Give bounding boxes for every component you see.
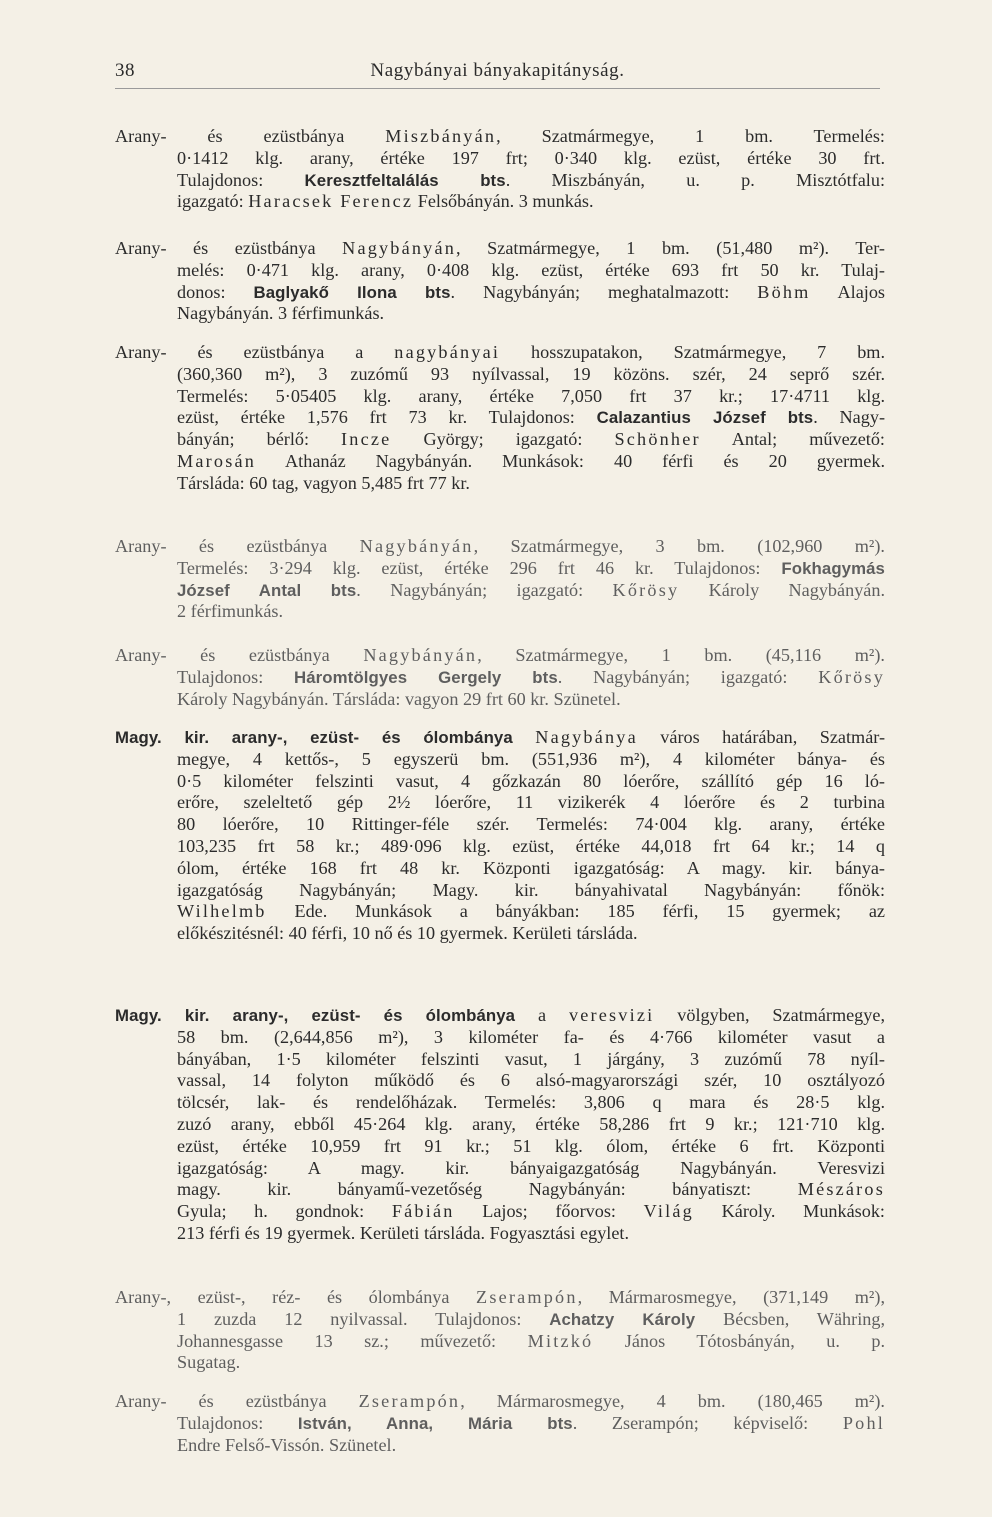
spaced-text: Pohl xyxy=(842,1412,885,1433)
text-segment: 80 lóerőre, 10 Rittinger-féle szér. Termelés: 74·004 klg. arany, értéke xyxy=(177,814,885,835)
text-segment: melés: 0·471 klg. arany, 0·408 klg. ezüst, értéke 693 frt 50 kr. Tulaj- xyxy=(177,259,885,280)
entry-3 xyxy=(115,342,885,495)
text-segment: Tulajdonos: xyxy=(177,666,295,687)
text-segment: Arany- és ezüstbánya xyxy=(115,536,360,556)
bold-name: Baglyakő Ilona bts xyxy=(253,282,451,302)
text-line xyxy=(115,238,885,260)
entry-6 xyxy=(115,727,885,945)
spaced-text: Kőrösy xyxy=(818,666,885,687)
text-line xyxy=(115,1049,885,1071)
text-line xyxy=(115,451,885,473)
text-segment: 213 férfi és 19 gyermek. Kerületi társláda. Fogyasztási egylet. xyxy=(177,1222,630,1243)
text-line xyxy=(115,191,885,213)
text-segment: . Nagybányán; meghatalmazott: xyxy=(450,281,758,302)
bold-name: Keresztfeltalálás bts xyxy=(304,170,506,190)
text-line xyxy=(115,1223,885,1245)
text-line xyxy=(115,1435,885,1457)
text-segment: 58 bm. (2,644,856 m²), 3 kilométer fa- és 4·766 kilométer vasut a xyxy=(177,1026,885,1047)
text-segment: , Szatmármegye, 1 bm. (45,116 m²). xyxy=(477,645,885,665)
text-line xyxy=(115,667,885,689)
text-line xyxy=(115,771,885,793)
spaced-text: Böhm xyxy=(757,281,811,302)
text-segment: Johannesgasse 13 sz.; művezető: xyxy=(177,1330,528,1351)
text-line xyxy=(115,727,885,749)
text-segment: . Miszbányán, u. p. Misztótfalu: xyxy=(505,169,885,190)
text-segment: Termelés: 5·05405 klg. arany, értéke 7,050 frt 37 kr.; 17·4711 klg. xyxy=(177,385,885,406)
text-segment: Károly Nagybányán. xyxy=(679,579,885,600)
spaced-text: Schönher xyxy=(614,429,701,450)
spaced-text: Mitzkó xyxy=(527,1330,594,1351)
text-segment: magy. kir. bányamű-vezetőség Nagybányán: bányatiszt: xyxy=(177,1179,798,1200)
bold-name: Magy. kir. arany-, ezüst- és ólombánya xyxy=(115,728,513,747)
bold-name: Háromtölgyes Gergely bts xyxy=(294,667,558,687)
text-segment: ezüst, értéke 10,959 frt 91 kr.; 51 klg. ólom, értéke 6 frt. Központi xyxy=(177,1135,885,1156)
text-line xyxy=(115,689,885,711)
text-segment: 1 zuzda 12 nyilvassal. Tulajdonos: xyxy=(177,1308,550,1329)
text-segment: 0·1412 klg. arany, értéke 197 frt; 0·340 klg. ezüst, értéke 30 frt. xyxy=(177,147,885,168)
bold-name: István, Anna, Mária bts xyxy=(297,1413,573,1433)
text-line xyxy=(115,1027,885,1049)
entry-9 xyxy=(115,1391,885,1456)
bold-name: Achatzy Károly xyxy=(549,1309,696,1329)
text-line xyxy=(115,880,885,902)
text-line xyxy=(115,407,885,429)
text-segment: Tulajdonos: xyxy=(177,1412,298,1433)
text-segment: Károly. Munkások: xyxy=(693,1201,885,1222)
page-header xyxy=(115,54,880,89)
text-line xyxy=(115,858,885,880)
text-line xyxy=(115,1287,885,1309)
text-line xyxy=(115,170,885,192)
text-line xyxy=(115,836,885,858)
text-segment: Arany- és ezüstbánya xyxy=(115,238,343,258)
text-segment: zuzó arany, ebből 45·264 klg. arany, értéke 58,286 frt 9 kr.; 121·710 klg. xyxy=(177,1113,885,1134)
text-segment: , Mármarosmegye, 4 bm. (180,465 m²). xyxy=(460,1391,885,1411)
text-segment: Sugatag. xyxy=(177,1352,241,1373)
text-segment: a xyxy=(515,1005,569,1025)
text-line xyxy=(115,148,885,170)
entry-5 xyxy=(115,645,885,710)
text-line xyxy=(115,386,885,408)
text-line xyxy=(115,1309,885,1331)
text-segment: tölcsér, lak- és rendelőházak. Termelés: 3,806 q mara és 28·5 klg. xyxy=(177,1092,885,1113)
text-segment: völgyben, Szatmármegye, xyxy=(654,1005,885,1025)
text-segment: Károly Nagybányán. Társláda: vagyon 29 frt 60 kr. Szünetel. xyxy=(177,688,621,709)
spaced-text: Nagybánya xyxy=(535,727,638,747)
bold-name: Fokhagymás xyxy=(781,558,885,578)
text-segment: donos: xyxy=(177,281,254,302)
text-segment: , Mármarosmegye, (371,149 m²), xyxy=(577,1287,885,1307)
entry-2 xyxy=(115,238,885,325)
text-line xyxy=(115,580,885,602)
text-line xyxy=(115,601,885,623)
text-segment: Alajos xyxy=(810,281,885,302)
text-segment: 0·5 kilométer felszinti vasut, 4 gőzkazán 80 lóerőre, szállító gép 16 ló- xyxy=(177,770,885,791)
text-line xyxy=(115,536,885,558)
text-segment: igazgató: xyxy=(177,191,249,212)
text-segment: igazgatóság Nagybányán; Magy. kir. bányahivatal Nagybányán: főnök: xyxy=(177,879,885,900)
text-segment: Nagybányán. 3 férfimunkás. xyxy=(177,303,385,324)
entry-4 xyxy=(115,536,885,623)
text-line xyxy=(115,1352,885,1374)
spaced-text: Kőrösy xyxy=(612,579,680,600)
text-segment: Gyula; h. gondnok: xyxy=(177,1201,392,1222)
text-line xyxy=(115,303,885,325)
text-segment: Arany- és ezüstbánya xyxy=(115,645,364,665)
text-segment: vassal, 14 folyton működő és 6 alsó-magyarországi szér, 10 osztályozó xyxy=(177,1070,885,1091)
text-segment: Társláda: 60 tag, vagyon 5,485 frt 77 kr. xyxy=(177,472,470,493)
page-title: Nagybányai bányakapitányság. xyxy=(370,60,625,81)
text-segment: . Zserampón; képviselő: xyxy=(572,1412,843,1433)
entry-8 xyxy=(115,1287,885,1374)
text-line xyxy=(115,126,885,148)
text-line xyxy=(115,645,885,667)
text-line xyxy=(115,901,885,923)
text-segment: Endre Felső-Vissón. Szünetel. xyxy=(177,1434,397,1455)
entry-1 xyxy=(115,126,885,213)
text-segment: . Nagybányán; igazgató: xyxy=(557,666,819,687)
text-segment: Antal; művezető: xyxy=(700,429,885,450)
text-line xyxy=(115,1201,885,1223)
spaced-text: Miszbányán xyxy=(385,126,497,146)
text-segment: , Szatmármegye, 1 bm. (51,480 m²). Ter- xyxy=(456,238,885,258)
text-line xyxy=(115,1391,885,1413)
text-line xyxy=(115,364,885,386)
bold-name: Magy. kir. arany-, ezüst- és ólombánya xyxy=(115,1006,516,1025)
text-line xyxy=(115,282,885,304)
bold-name: Calazantius József bts xyxy=(596,408,814,428)
text-segment: , Szatmármegye, 1 bm. Termelés: xyxy=(496,126,885,146)
text-segment: ezüst, értéke 1,576 frt 73 kr. Tulajdonos: xyxy=(177,407,597,428)
text-line xyxy=(115,429,885,451)
spaced-text: Zserampón xyxy=(476,1287,578,1307)
text-segment: Bécsben, Währing, xyxy=(695,1308,885,1329)
spaced-text: Haracsek Ferencz xyxy=(248,191,414,212)
text-segment: (360,360 m²), 3 zuzómű 93 nyílvassal, 19 közöns. szér, 24 seprő szér. xyxy=(177,363,885,384)
spaced-text: Mészáros xyxy=(797,1179,885,1200)
text-segment: Athanáz Nagybányán. Munkások: 40 férfi és 20 gyermek. xyxy=(256,450,885,471)
text-segment: előkészitésnél: 40 férfi, 10 nő és 10 gyermek. Kerületi társláda. xyxy=(177,923,638,944)
text-line xyxy=(115,473,885,495)
text-segment: Arany- és ezüstbánya xyxy=(115,1391,359,1411)
entry-7 xyxy=(115,1005,885,1245)
bold-name: József Antal bts xyxy=(177,580,357,600)
page-number: 38 xyxy=(115,60,135,81)
text-line xyxy=(115,1114,885,1136)
text-line xyxy=(115,342,885,364)
spaced-text: Incze xyxy=(341,429,392,450)
text-segment: Ede. Munkások a bányákban: 185 férfi, 15 gyermek; az xyxy=(266,901,885,922)
spaced-text: Nagybányán xyxy=(359,536,474,556)
text-segment: Termelés: 3·294 klg. ezüst, értéke 296 frt 46 kr. Tulajdonos: xyxy=(177,557,782,578)
spaced-text: Nagybányán xyxy=(363,645,478,665)
text-segment: , Szatmármegye, 3 bm. (102,960 m²). xyxy=(473,536,885,556)
text-segment: erőre, szeleltető gép 2½ lóerőre, 11 vizikerék 4 lóerőre és 2 turbina xyxy=(177,792,885,813)
text-line xyxy=(115,1413,885,1435)
text-segment: Arany-, ezüst-, réz- és ólombánya xyxy=(115,1287,477,1307)
text-segment: megye, 4 kettős-, 5 egyszerü bm. (551,936 m²), 4 kilométer bánya- és xyxy=(177,748,885,769)
spaced-text: Fábián xyxy=(391,1201,455,1222)
text-line xyxy=(115,1005,885,1027)
text-segment: 103,235 frt 58 kr.; 489·096 klg. ezüst, értéke 44,018 frt 64 kr.; 14 q xyxy=(177,835,885,856)
text-segment: bányában, 1·5 kilométer felszinti vasut, 1 járgány, 3 zuzómű 78 nyíl- xyxy=(177,1048,885,1069)
text-segment: ólom, értéke 168 frt 48 kr. Központi igazgatóság: A magy. kir. bánya- xyxy=(177,857,885,878)
text-segment: igazgatóság: A magy. kir. bányaigazgatóság Nagybányán. Veresvizi xyxy=(177,1157,885,1178)
text-line xyxy=(115,749,885,771)
text-segment: város határában, Szatmár- xyxy=(637,727,885,747)
text-segment: . Nagybányán; igazgató: xyxy=(356,579,613,600)
spaced-text: Zserampón xyxy=(358,1391,461,1411)
text-line xyxy=(115,923,885,945)
text-segment: hosszupatakon, Szatmármegye, 7 bm. xyxy=(500,342,885,362)
text-line xyxy=(115,814,885,836)
text-segment: Lajos; főorvos: xyxy=(454,1201,644,1222)
text-segment: György; igazgató: xyxy=(391,429,615,450)
text-line xyxy=(115,558,885,580)
text-line xyxy=(115,1136,885,1158)
text-segment: bányán; bérlő: xyxy=(177,429,342,450)
spaced-text: Nagybányán xyxy=(342,238,457,258)
text-line xyxy=(115,260,885,282)
text-line xyxy=(115,1331,885,1353)
text-segment: . Nagy- xyxy=(813,407,885,428)
text-line xyxy=(115,1070,885,1092)
spaced-text: Világ xyxy=(643,1201,694,1222)
text-segment: 2 férfimunkás. xyxy=(177,601,284,622)
spaced-text: Wilhelmb xyxy=(177,901,267,922)
spaced-text: Marosán xyxy=(177,450,257,471)
text-segment: Tulajdonos: xyxy=(177,169,305,190)
spaced-text: veresvizi xyxy=(568,1005,655,1025)
text-segment: Arany- és ezüstbánya a xyxy=(115,342,395,362)
text-segment: Felsőbányán. 3 munkás. xyxy=(413,191,594,212)
text-segment xyxy=(513,727,535,747)
text-segment: Arany- és ezüstbánya xyxy=(115,126,386,146)
text-line xyxy=(115,792,885,814)
spaced-text: nagybányai xyxy=(394,342,501,362)
text-line xyxy=(115,1092,885,1114)
text-line xyxy=(115,1179,885,1201)
text-segment: János Tótosbányán, u. p. xyxy=(593,1330,885,1351)
text-line xyxy=(115,1158,885,1180)
